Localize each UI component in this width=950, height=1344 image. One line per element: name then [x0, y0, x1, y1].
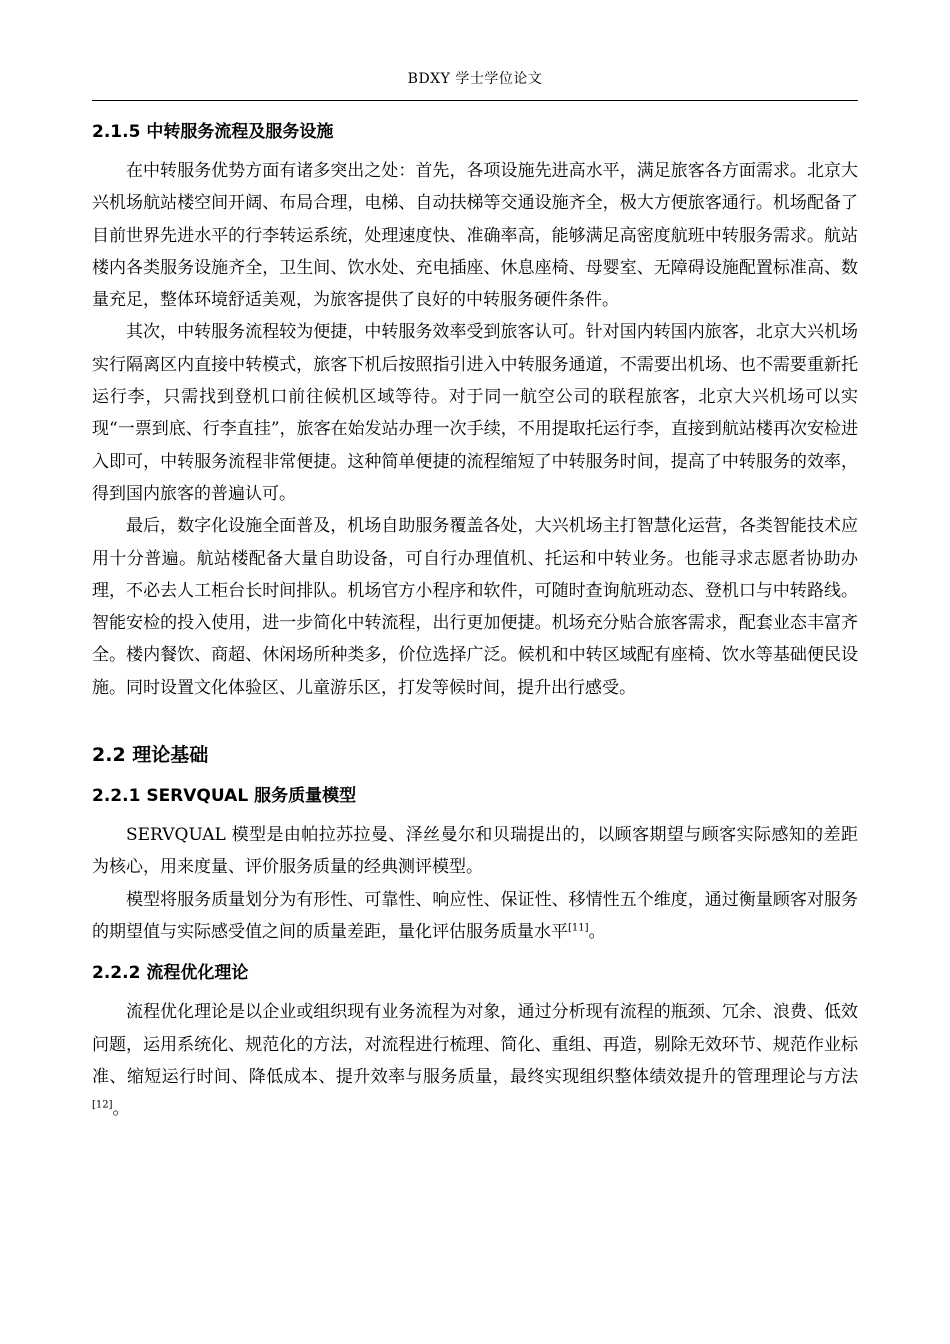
header-divider: [92, 100, 858, 101]
section-heading-2-1-5: 2.1.5 中转服务流程及服务设施: [92, 122, 334, 142]
paragraph-text: 模型将服务质量划分为有形性、可靠性、响应性、保证性、移情性五个维度，通过衡量顾客对服务的期望值与实际感受值之间的质量差距，量化评估服务质量水平: [92, 889, 858, 942]
page-body: [92, 118, 858, 1125]
section-heading-2-2-1: 2.2.1 SERVQUAL 服务质量模型: [92, 786, 357, 807]
body-paragraph: 在中转服务优势方面有诸多突出之处：首先，各项设施先进高水平，满足旅客各方面需求。北京大兴机场航站楼空间开阔、布局合理，电梯、自动扶梯等交通设施齐全，极大方便旅客通行。机场配备了目前世界先进水平的行李转运系统，处理速度快、准确率高，能够满足高密度航班中转服务需求。航站楼内各类服务设施齐全，卫生间、饮水处、充电插座、休息座椅、母婴室、无障碍设施配置标准高、数量充足，整体环境舒适美观，为旅客提供了良好的中转服务硬件条件。: [92, 161, 858, 311]
paragraph-end: 。: [588, 921, 606, 942]
body-paragraph: 其次，中转服务流程较为便捷，中转服务效率受到旅客认可。针对国内转国内旅客，北京大兴机场实行隔离区内直接中转模式，旅客下机后按照指引进入中转服务通道，不需要出机场、也不需要重新托运行李，只需找到登机口前往候机区域等待。对于同一航空公司的联程旅客，北京大兴机场可以实现“一票到底、行李直挂”，旅客在始发站办理一次手续，不用提取托运行李，直接到航站楼再次安检进入即可，中转服务流程非常便捷。这种简单便捷的流程缩短了中转服务时间，提高了中转服务的效率，得到国内旅客的普遍认可。: [92, 322, 858, 504]
citation-marker: [11]: [568, 922, 589, 934]
body-paragraph-with-citation: [92, 996, 858, 1125]
body-paragraph: 最后，数字化设施全面普及，机场自助服务覆盖各处，大兴机场主打智慧化运营，各类智能技术应用十分普遍。航站楼配备大量自助设备，可自行办理值机、托运和中转业务。也能寻求志愿者协助办理，不必去人工柜台长时间排队。机场官方小程序和软件，可随时查询航班动态、登机口与中转路线。智能安检的投入使用，进一步简化中转流程，出行更加便捷。机场充分贴合旅客需求，配套业态丰富齐全。楼内餐饮、商超、休闲场所种类多，价位选择广泛。候机和中转区域配有座椅、饮水等基础便民设施。同时设置文化体验区、儿童游乐区，打发等候时间，提升出行感受。: [92, 516, 858, 698]
body-paragraph: SERVQUAL 模型是由帕拉苏拉曼、泽丝曼尔和贝瑞提出的，以顾客期望与顾客实际感知的差距为核心，用来度量、评价服务质量的经典测评模型。: [92, 825, 858, 878]
section-heading-2-2-2: 2.2.2 流程优化理论: [92, 963, 249, 984]
body-paragraph-with-citation: [92, 884, 858, 949]
paragraph-text: 流程优化理论是以企业或组织现有业务流程为对象，通过分析现有流程的瓶颈、冗余、浪费、低效问题，运用系统化、规范化的方法，对流程进行梳理、简化、重组、再造，剔除无效环节、规范作业标准、缩短运行时间、降低成本、提升效率与服务质量，最终实现组织整体绩效提升的管理理论与方法: [92, 1002, 858, 1087]
section-heading-2-2: 2.2 理论基础: [92, 744, 209, 767]
running-header: BDXY 学士学位论文: [407, 71, 543, 87]
citation-marker: [12]: [92, 1099, 113, 1111]
paragraph-end: 。: [112, 1099, 130, 1120]
